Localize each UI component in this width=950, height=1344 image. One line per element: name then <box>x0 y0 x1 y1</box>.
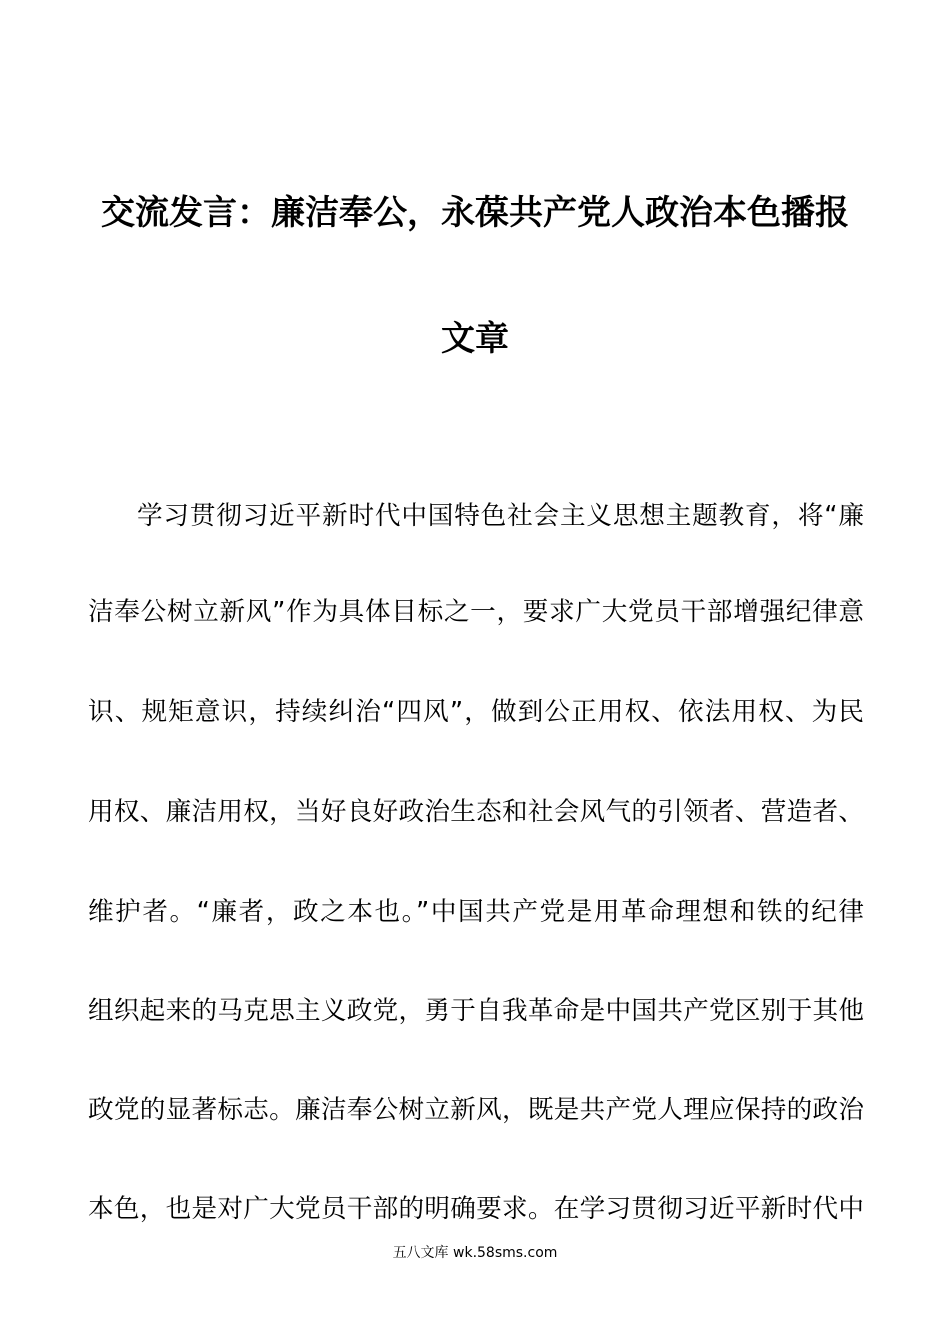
paragraph-line-1: 学习贯彻习近平新时代中国特色社会主义思想主题教育，将“廉 <box>137 501 864 531</box>
paragraph-line-6: 组织起来的马克思主义政党，勇于自我革命是中国共产党区别于其他 <box>88 996 864 1026</box>
document-title-line-1: 交流发言：廉洁奉公，永葆共产党人政治本色播报 <box>101 193 849 233</box>
document-title-line-2: 文章 <box>441 319 509 359</box>
paragraph-line-7: 政党的显著标志。廉洁奉公树立新风，既是共产党人理应保持的政治 <box>88 1095 864 1125</box>
paragraph-line-8: 本色，也是对广大党员干部的明确要求。在学习贯彻习近平新时代中 <box>88 1194 864 1224</box>
paragraph-line-2: 洁奉公树立新风”作为具体目标之一，要求广大党员干部增强纪律意 <box>88 597 864 627</box>
paragraph-line-4: 用权、廉洁用权，当好良好政治生态和社会风气的引领者、营造者、 <box>88 797 864 827</box>
paragraph-line-5: 维护者。“廉者，政之本也。”中国共产党是用革命理想和铁的纪律 <box>88 897 864 927</box>
footer-watermark: 五八文库 wk.58sms.com <box>392 1245 558 1261</box>
paragraph-line-3: 识、规矩意识，持续纠治“四风”，做到公正用权、依法用权、为民 <box>88 697 864 727</box>
